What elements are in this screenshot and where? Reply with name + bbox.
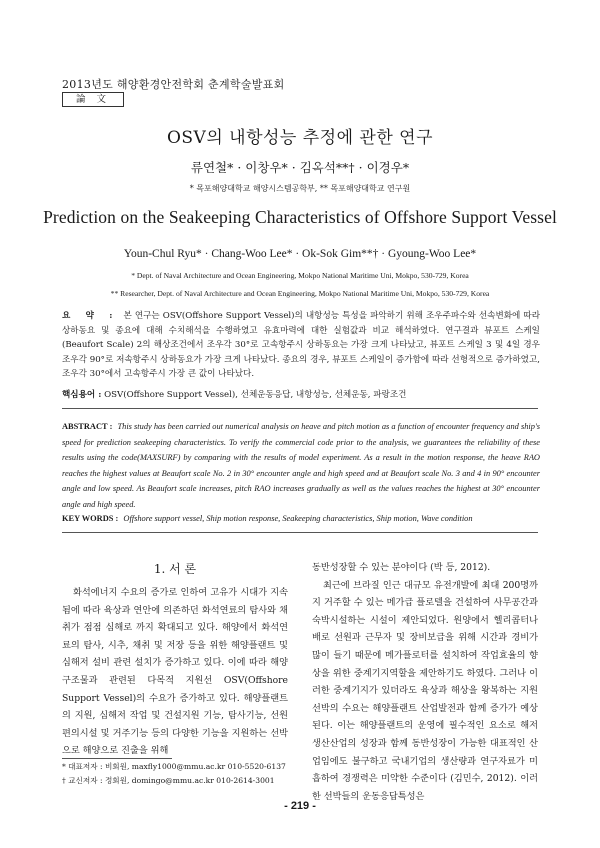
korean-authors: 류연철* · 이창우* · 김옥석**† · 이경우* (190, 160, 410, 175)
english-abstract-label: ABSTRACT : (62, 422, 113, 431)
korean-affiliation: * 목포해양대학교 해양시스템공학부, ** 목포해양대학교 연구원 (189, 184, 411, 193)
footnote-divider (62, 758, 172, 759)
english-keywords (62, 514, 540, 523)
english-authors: Youn-Chul Ryu* · Chang-Woo Lee* · Ok-Sok Gim**† · Gyoung-Woo Lee* (123, 248, 477, 260)
korean-keywords (62, 388, 540, 400)
korean-keywords-text: OSV(Offshore Support Vessel), 선체운동응답, 내항성능, 선체운동, 파랑조건 (104, 390, 407, 400)
english-keywords-label: KEY WORDS : (62, 514, 119, 523)
english-title: Prediction on the Seakeeping Characteristics of Offshore Support Vessel (43, 207, 557, 227)
divider (62, 532, 538, 533)
korean-title: OSV의 내항성능 추정에 관한 연구 (166, 128, 434, 148)
section-heading: 1. 서 론 (153, 562, 197, 576)
paragraph-continued: 동반성장할 수 있는 분야이다 (박 등, 2012). (312, 562, 491, 573)
english-abstract (62, 419, 540, 513)
korean-keywords-label: 핵심용어 : (62, 390, 102, 400)
korean-abstract-text: 본 연구는 OSV(Offshore Support Vessel)의 내항성능 특성을 파악하기 위해 조우주파수와 선속변화에 따라 상하동요 및 종요에 대해 수치해석을 수행하였고 유효마력에 대한 실험값과 비교 해석하였다. 연구결과 뷰포트 스케일(Beaufort Scale) 2의 해상조건에서 조우각 30°로 고속항주시 상하동요는 가장 크게 나타났고, 뷰포트 스케일 3 및 4일 경우 조우각 90°로 저속항주시 상하동요가 가장 크게 나타났다. 종요의 경우, 뷰포트 스케일이 증가함에 따라 선형적으로 증가하였고, 조우각 30°에서 고속항주시 가장 큰 값이 나타났다. (62, 311, 541, 380)
english-affiliation-2: ** Researcher, Dept. of Naval Architecture and Ocean Engineering, Mokpo National Maritime Uni, Mokpo, 530-729, Korea (110, 289, 490, 298)
conference-name: 2013년도 해양환경안전학회 춘계학술발표회 (62, 78, 285, 91)
english-affiliation-1: * Dept. of Naval Architecture and Ocean Engineering, Mokpo National Maritime Uni, Mokpo, 530-729, Korea (131, 271, 469, 280)
body-column-left (62, 584, 288, 760)
paragraph: 최근에 브라질 인근 대규모 유전개발에 최대 200명까지 거주할 수 있는 메가급 플로텔을 건설하여 사무공간과 숙박시설하는 시설이 제안되었다. 원양에서 헬리콥터나 배로 선원과 근무자 및 장비보급을 위해 시간과 경비가 많이 들기 때문에 메가플로터를 설치하여 작업효율의 향상을 위한 중계기지역할을 제안하기도 하였다. 그러나 이러한 중계기지가 있더라도 육상과 해상을 왕복하는 지원선박의 수요는 해양플랜트 산업발전과 함께 증가가 예상된다. 이는 해양플랜트의 운영에 필수적인 요소로 해저 생산산업의 성장과 함께 동반성장이 가능한 대표적인 산업임에도 불구하고 국내기업의 생산량과 연구자료가 미흡하여 경쟁력은 미약한 수준이다 (김민수, 2012). 이러한 선박들의 운동응답특성은 (312, 579, 538, 802)
article-type-badge: 論 文 (62, 92, 124, 107)
page-number: - 219 - (284, 800, 316, 812)
paragraph: 화석에너지 수요의 증가로 인하여 고유가 시대가 지속됨에 따라 육상과 연안에 의존하던 화석연료의 탐사와 채취가 점점 심해로 까지 확대되고 있다. 해양에서 화석연료의 탐사, 시추, 채취 및 저장 등을 위한 해양플랜트 및 심해저 설비 관련 설치가 증가하고 있다. 이에 따라 해양구조물과 관련된 다목적 지원선 OSV(Offshore Support Vessel)의 수요가 증가하고 있다. 해양플랜트의 지원, 심해저 작업 및 건설지원 기능, 탐사기능, 선원 편의시설 및 거주기능 등의 다양한 기능을 지원하는 선박으로 해양으로 진출을 위해 (62, 587, 288, 757)
body-column-right (312, 559, 538, 805)
korean-abstract (62, 309, 540, 382)
footnote-corresponding-author: † 교신저자 : 정회원, domingo@mmu.ac.kr 010-2614-3001 (62, 776, 275, 785)
english-keywords-text: Offshore support vessel, Ship motion response, Seakeeping characteristics, Ship motion, Wave condition (123, 514, 473, 523)
english-abstract-text: This study has been carried out numerical analysis on heave and pitch motion as a function of encounter frequency and ship's speed for prediction seakeeping characteristics. To verify the commercial code prior to the analysis, we guarantees the reliability of these results using the code(MAXSURF) by comparing with the results of model experiment. As a result in the motion response, the heave RAO reaches the highest values at Beaufort scale No. 2 in 30° encounter angle and high speed and at Beaufort scale No. 3 and 4 in 90° encounter angle and low speed. As Beaufort scale increases, pitch RAO increases gradually as well as the values reaches the highest at 30° encounter angle and high speed. (62, 422, 541, 509)
footnote-first-author: * 대표저자 : 비회원, maxfly1000@mmu.ac.kr 010-5520-6137 (62, 762, 286, 771)
korean-abstract-label: 요 약 : (62, 311, 119, 321)
divider (62, 408, 538, 409)
